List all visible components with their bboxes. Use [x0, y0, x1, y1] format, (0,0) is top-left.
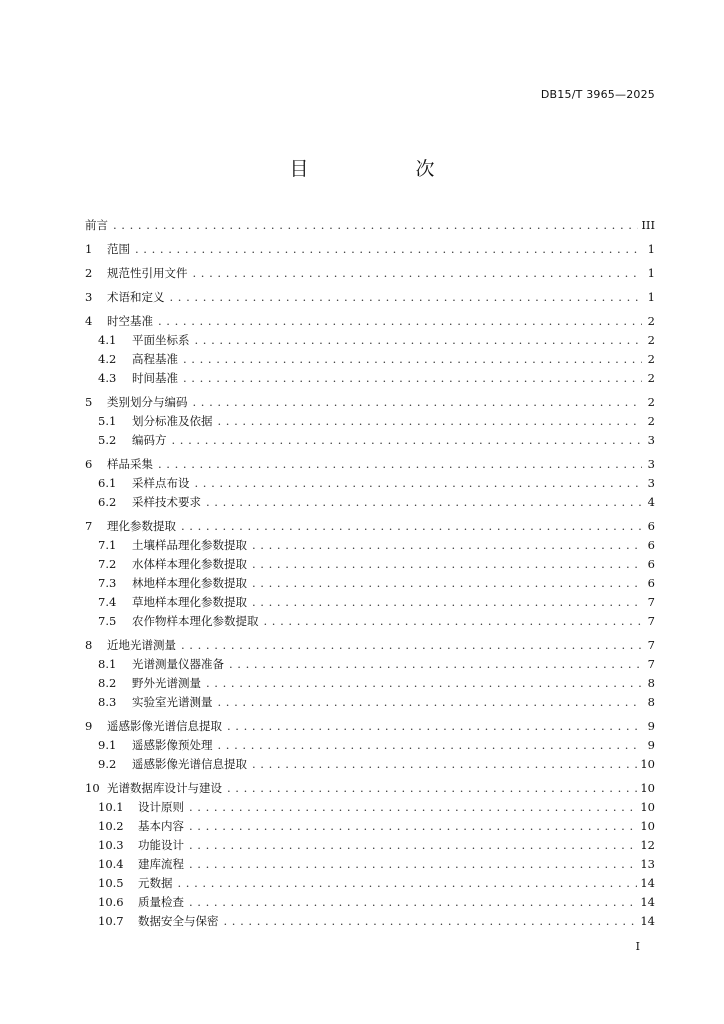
toc-entry-label: 样品采集	[107, 457, 153, 471]
toc-entry-label: 设计原则	[138, 800, 184, 814]
toc-entry-page: 13	[640, 857, 655, 871]
toc-entry-number: 9.1	[98, 738, 117, 752]
toc-entry-label: 理化参数提取	[107, 519, 176, 533]
toc-entry[interactable]	[85, 216, 655, 235]
page-number: I	[635, 940, 640, 953]
dot-leader	[252, 593, 642, 612]
document-code: DB15/T 3965—2025	[540, 88, 655, 101]
dot-leader	[252, 755, 637, 774]
toc-entry-page: 8	[647, 676, 655, 690]
dot-leader	[227, 779, 637, 798]
toc-entry[interactable]	[85, 288, 655, 307]
dot-leader	[189, 893, 637, 912]
toc-entry-page: 1	[647, 266, 655, 280]
toc-entry-label: 范围	[107, 242, 130, 256]
toc-entry-page: 14	[640, 876, 655, 890]
toc-entry-number: 8.2	[98, 676, 117, 690]
dot-leader	[170, 288, 643, 307]
toc-subentry[interactable]	[85, 331, 655, 350]
toc-entry-page: 12	[640, 838, 655, 852]
toc-entry-number: 4.2	[98, 352, 117, 366]
toc-entry-label: 采样技术要求	[132, 495, 201, 509]
toc-entry-number: 10.2	[98, 819, 124, 833]
toc-subentry[interactable]	[85, 855, 655, 874]
toc-entry-label: 划分标准及依据	[132, 414, 213, 428]
toc-entry-number: 7	[85, 519, 93, 533]
toc-entry[interactable]	[85, 717, 655, 736]
toc-entry-label: 元数据	[138, 876, 173, 890]
dot-leader	[158, 312, 642, 331]
dot-leader	[252, 555, 642, 574]
toc-entry-number: 8	[85, 638, 93, 652]
toc-entry-label: 遥感影像预处理	[132, 738, 213, 752]
toc-subentry[interactable]	[85, 736, 655, 755]
toc-entry-page: III	[641, 218, 655, 232]
toc-entry-number: 7.2	[98, 557, 117, 571]
toc-entry-page: 1	[647, 290, 655, 304]
toc-entry-page: 3	[647, 433, 655, 447]
toc-entry-label: 基本内容	[138, 819, 184, 833]
toc-entry-label: 高程基准	[132, 352, 178, 366]
dot-leader	[252, 536, 642, 555]
toc-entry-page: 2	[647, 352, 655, 366]
toc-entry-number: 9.2	[98, 757, 117, 771]
dot-leader	[218, 736, 643, 755]
toc-entry-label: 光谱测量仪器准备	[132, 657, 224, 671]
toc-entry-number: 10.6	[98, 895, 124, 909]
dot-leader	[193, 264, 643, 283]
toc-entry[interactable]	[85, 393, 655, 412]
toc-entry-page: 6	[647, 557, 655, 571]
toc-entry-number: 9	[85, 719, 93, 733]
dot-leader	[178, 874, 638, 893]
toc-entry-number: 8.3	[98, 695, 117, 709]
toc-entry-label: 前言	[85, 218, 108, 232]
toc-entry-number: 6.2	[98, 495, 117, 509]
toc-entry-label: 采样点布设	[132, 476, 190, 490]
toc-subentry[interactable]	[85, 574, 655, 593]
dot-leader	[195, 331, 643, 350]
toc-entry-label: 类别划分与编码	[107, 395, 188, 409]
toc-subentry[interactable]	[85, 874, 655, 893]
toc-entry[interactable]	[85, 240, 655, 259]
toc-entry-label: 林地样本理化参数提取	[132, 576, 247, 590]
toc-subentry[interactable]	[85, 350, 655, 369]
toc-subentry[interactable]	[85, 655, 655, 674]
toc-entry-label: 水体样本理化参数提取	[132, 557, 247, 571]
toc-entry-page: 2	[647, 333, 655, 347]
toc-entry[interactable]	[85, 264, 655, 283]
toc-entry-label: 野外光谱测量	[132, 676, 201, 690]
dot-leader	[189, 855, 637, 874]
toc-entry-page: 10	[640, 781, 655, 795]
toc-entry-page: 6	[647, 538, 655, 552]
toc-subentry[interactable]	[85, 412, 655, 431]
toc-entry-label: 功能设计	[138, 838, 184, 852]
toc-entry-number: 3	[85, 290, 93, 304]
toc-entry-number: 4.3	[98, 371, 117, 385]
dot-leader	[183, 369, 642, 388]
toc-entry-page: 6	[647, 519, 655, 533]
toc-entry-label: 术语和定义	[107, 290, 165, 304]
toc-entry-page: 7	[647, 638, 655, 652]
toc-entry-number: 2	[85, 266, 93, 280]
toc-entry-label: 建库流程	[138, 857, 184, 871]
toc-subentry[interactable]	[85, 674, 655, 693]
toc-entry-page: 6	[647, 576, 655, 590]
dot-leader	[218, 693, 643, 712]
dot-leader	[189, 798, 637, 817]
toc-entry-number: 5.2	[98, 433, 117, 447]
toc-entry-number: 10.5	[98, 876, 124, 890]
page-title: 目 次	[289, 158, 479, 180]
toc-subentry[interactable]	[85, 369, 655, 388]
toc-subentry[interactable]	[85, 912, 655, 931]
toc-entry-number: 5	[85, 395, 93, 409]
toc-entry-label: 质量检查	[138, 895, 184, 909]
dot-leader	[172, 431, 643, 450]
toc-subentry[interactable]	[85, 836, 655, 855]
dot-leader	[181, 517, 642, 536]
toc-entry-page: 14	[640, 914, 655, 928]
dot-leader	[195, 474, 643, 493]
toc-entry-number: 4.1	[98, 333, 117, 347]
toc-subentry[interactable]	[85, 755, 655, 774]
toc-entry-number: 1	[85, 242, 93, 256]
dot-leader	[264, 612, 643, 631]
toc-entry-page: 10	[640, 819, 655, 833]
toc-entry-page: 7	[647, 595, 655, 609]
toc-entry-page: 7	[647, 657, 655, 671]
dot-leader	[224, 912, 638, 931]
dot-leader	[193, 393, 643, 412]
toc-entry-label: 实验室光谱测量	[132, 695, 213, 709]
toc-entry-number: 7.4	[98, 595, 117, 609]
toc-entry-number: 4	[85, 314, 93, 328]
toc-entry-number: 8.1	[98, 657, 117, 671]
toc-subentry[interactable]	[85, 593, 655, 612]
toc-subentry[interactable]	[85, 493, 655, 512]
toc-entry-label: 遥感影像光谱信息提取	[132, 757, 247, 771]
toc-entry-page: 7	[647, 614, 655, 628]
toc-entry-label: 光谱数据库设计与建设	[107, 781, 222, 795]
dot-leader	[183, 350, 642, 369]
toc-entry-number: 7.3	[98, 576, 117, 590]
toc-entry-number: 5.1	[98, 414, 117, 428]
toc-subentry[interactable]	[85, 693, 655, 712]
dot-leader	[158, 455, 642, 474]
dot-leader	[135, 240, 642, 259]
toc-entry-label: 遥感影像光谱信息提取	[107, 719, 222, 733]
toc-subentry[interactable]	[85, 431, 655, 450]
toc-entry[interactable]	[85, 455, 655, 474]
dot-leader	[206, 674, 642, 693]
toc-entry-number: 10.4	[98, 857, 124, 871]
toc-entry-label: 数据安全与保密	[138, 914, 219, 928]
toc-entry[interactable]	[85, 779, 655, 798]
table-of-contents	[85, 216, 655, 931]
toc-subentry[interactable]	[85, 612, 655, 631]
dot-leader	[218, 412, 643, 431]
toc-entry-label: 近地光谱测量	[107, 638, 176, 652]
toc-entry-label: 农作物样本理化参数提取	[132, 614, 259, 628]
toc-subentry[interactable]	[85, 555, 655, 574]
dot-leader	[113, 216, 638, 235]
toc-entry-label: 草地样本理化参数提取	[132, 595, 247, 609]
toc-entry-label: 平面坐标系	[132, 333, 190, 347]
toc-entry-label: 规范性引用文件	[107, 266, 188, 280]
toc-entry-page: 2	[647, 395, 655, 409]
dot-leader	[227, 717, 642, 736]
toc-entry[interactable]	[85, 312, 655, 331]
toc-entry-page: 2	[647, 371, 655, 385]
dot-leader	[189, 817, 637, 836]
toc-entry-page: 2	[647, 314, 655, 328]
toc-subentry[interactable]	[85, 817, 655, 836]
toc-entry-page: 14	[640, 895, 655, 909]
toc-subentry[interactable]	[85, 893, 655, 912]
dot-leader	[206, 493, 642, 512]
toc-entry-label: 时间基准	[132, 371, 178, 385]
toc-entry-page: 10	[640, 757, 655, 771]
toc-subentry[interactable]	[85, 474, 655, 493]
toc-entry-number: 10	[85, 781, 100, 795]
toc-entry-page: 8	[647, 695, 655, 709]
toc-subentry[interactable]	[85, 536, 655, 555]
toc-entry-number: 10.3	[98, 838, 124, 852]
dot-leader	[252, 574, 642, 593]
toc-entry-page: 3	[647, 457, 655, 471]
toc-entry-page: 2	[647, 414, 655, 428]
toc-entry-number: 7.1	[98, 538, 117, 552]
toc-entry-page: 10	[640, 800, 655, 814]
toc-entry-page: 4	[647, 495, 655, 509]
toc-entry-page: 9	[647, 738, 655, 752]
dot-leader	[229, 655, 642, 674]
toc-entry-page: 9	[647, 719, 655, 733]
toc-entry[interactable]	[85, 517, 655, 536]
toc-entry-number: 6.1	[98, 476, 117, 490]
dot-leader	[189, 836, 637, 855]
toc-entry[interactable]	[85, 636, 655, 655]
toc-entry-number: 10.7	[98, 914, 124, 928]
dot-leader	[181, 636, 642, 655]
toc-entry-number: 6	[85, 457, 93, 471]
toc-entry-number: 10.1	[98, 800, 124, 814]
toc-entry-label: 土壤样品理化参数提取	[132, 538, 247, 552]
toc-entry-label: 时空基准	[107, 314, 153, 328]
toc-entry-label: 编码方	[132, 433, 167, 447]
toc-entry-page: 3	[647, 476, 655, 490]
toc-entry-page: 1	[647, 242, 655, 256]
toc-subentry[interactable]	[85, 798, 655, 817]
toc-entry-number: 7.5	[98, 614, 117, 628]
